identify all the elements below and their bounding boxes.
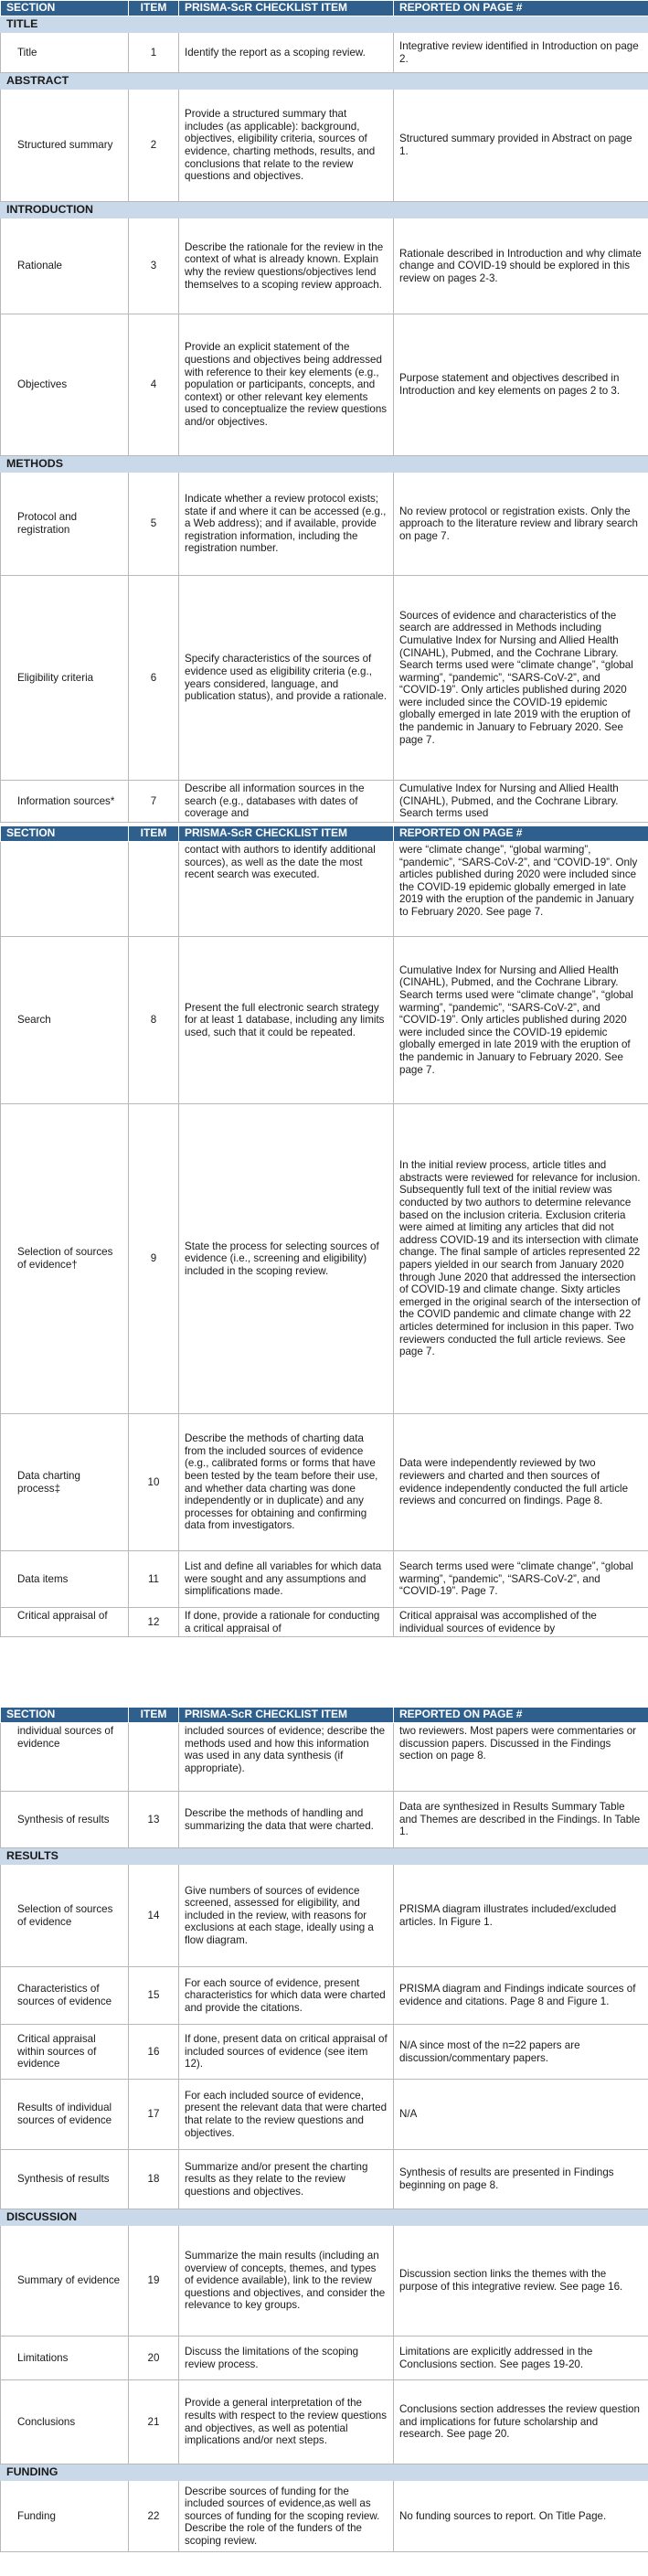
- row-item-number: 5: [129, 473, 179, 576]
- row-reported-on-page: Integrative review identified in Introduction on page 2.: [394, 33, 648, 73]
- row-checklist-item: For each included source of evidence, present the relevant data that were charted that relate to the review questions and objectives.: [179, 2080, 394, 2150]
- row-reported-on-page: Critical appraisal was accomplished of the individual sources of evidence by: [394, 1608, 648, 1637]
- header-checklist-item: PRISMA-ScR CHECKLIST ITEM: [179, 1708, 394, 1723]
- table-header: [1, 1708, 648, 1723]
- section-row-abstract: ABSTRACT: [1, 73, 648, 90]
- row-checklist-item: Describe the rationale for the review in the context of what is already known. Explain why the review questions/objectives lend themselves to a scoping review approach.: [179, 218, 394, 314]
- row-item-number: 1: [129, 33, 179, 73]
- row-section-name: Information sources*: [1, 781, 129, 823]
- header-section: SECTION: [1, 1708, 129, 1723]
- table-header: [1, 1, 648, 16]
- header-item: ITEM: [129, 826, 179, 842]
- row-checklist-item: Provide an explicit statement of the questions and objectives being addressed with reference to their key elements (e.g., population or participants, concepts, and context) or other relevant key elements used to conceptualize the review questions and/or objectives.: [179, 314, 394, 456]
- row-item-number: 18: [129, 2150, 179, 2209]
- row-reported-on-page: Structured summary provided in Abstract on page 1.: [394, 90, 648, 202]
- row-item-number: 6: [129, 576, 179, 781]
- row-section-name: Conclusions: [1, 2380, 129, 2464]
- table-row: [1, 2150, 648, 2209]
- table-row: [1, 2226, 648, 2336]
- row-reported-on-page: Discussion section links the themes with the purpose of this integrative review. See page 16.: [394, 2226, 648, 2336]
- row-item-number: [129, 1723, 179, 1792]
- row-section-name: Results of individual sources of evidence: [1, 2080, 129, 2150]
- table-row: [1, 1792, 648, 1848]
- section-row-discussion: DISCUSSION: [1, 2209, 648, 2226]
- row-reported-on-page: PRISMA diagram illustrates included/excluded articles. In Figure 1.: [394, 1865, 648, 1967]
- row-item-number: 10: [129, 1414, 179, 1551]
- checklist-page-1: [0, 0, 648, 823]
- row-section-name: Title: [1, 33, 129, 73]
- row-checklist-item: Describe the methods of charting data from the included sources of evidence (e.g., calibrated forms or forms that have been tested by the team before their use, and whether data charting was done independently or in duplicate) and any processes for obtaining and confirming data from investigators.: [179, 1414, 394, 1551]
- row-checklist-item: Specify characteristics of the sources of evidence used as eligibility criteria (e.g., years considered, language, and publication status), and provide a rationale.: [179, 576, 394, 781]
- checklist-table-3: [0, 1707, 648, 2552]
- row-checklist-item: Provide a general interpretation of the results with respect to the review questions and objectives, as well as potential implications and/or next steps.: [179, 2380, 394, 2464]
- row-item-number: 22: [129, 2481, 179, 2552]
- table-row: [1, 1723, 648, 1792]
- header-checklist-item: PRISMA-ScR CHECKLIST ITEM: [179, 826, 394, 842]
- row-reported-on-page: PRISMA diagram and Findings indicate sources of evidence and citations. Page 8 and Figure 1.: [394, 1967, 648, 2025]
- row-item-number: 7: [129, 781, 179, 823]
- row-checklist-item: contact with authors to identify additional sources), as well as the date the most recent search was executed.: [179, 842, 394, 937]
- row-reported-on-page: Cumulative Index for Nursing and Allied Health (CINAHL), Pubmed, and the Cochrane Library. Search terms used were “climate change”, “global warming”, “pandemic”, “SARS-CoV-2”, and “COVID-19”. Only articles published during 2020 were included since the COVID-19 epidemic globally emerged in late 2019 with the eruption of the pandemic in January to February 2020. See page 7.: [394, 937, 648, 1104]
- row-item-number: 21: [129, 2380, 179, 2464]
- table-row: [1, 1608, 648, 1637]
- table-row: [1, 314, 648, 456]
- checklist-page-2: [0, 825, 648, 1637]
- row-reported-on-page: No funding sources to report. On Title Page.: [394, 2481, 648, 2552]
- row-section-name: Search: [1, 937, 129, 1104]
- row-reported-on-page: Data are synthesized in Results Summary Table and Themes are described in the Findings. In Table 1.: [394, 1792, 648, 1848]
- row-reported-on-page: Sources of evidence and characteristics of the search are addressed in Methods including Cumulative Index for Nursing and Allied Health (CINAHL), Pubmed, and the Cochrane Library. Search terms used were “climate change”, “global warming”, “pandemic”, “SARS-CoV-2”, and “COVID-19”. Only articles published during 2020 were included since the COVID-19 epidemic globally emerged in late 2019 with the eruption of the pandemic in January to February 2020. See page 7.: [394, 576, 648, 781]
- header-reported-on-page: REPORTED ON PAGE #: [394, 1708, 648, 1723]
- row-section-name: Objectives: [1, 314, 129, 456]
- row-section-name: Selection of sources of evidence: [1, 1865, 129, 1967]
- row-item-number: 13: [129, 1792, 179, 1848]
- row-item-number: 15: [129, 1967, 179, 2025]
- section-row-introduction: INTRODUCTION: [1, 202, 648, 218]
- header-item: ITEM: [129, 1, 179, 16]
- row-checklist-item: Discuss the limitations of the scoping review process.: [179, 2336, 394, 2380]
- row-section-name: Critical appraisal within sources of evidence: [1, 2025, 129, 2080]
- row-reported-on-page: Search terms used were “climate change”, “global warming”, “pandemic”, “SARS-CoV-2”, and “COVID-19”. Page 7.: [394, 1551, 648, 1608]
- row-reported-on-page: Synthesis of results are presented in Findings beginning on page 8.: [394, 2150, 648, 2209]
- row-reported-on-page: Cumulative Index for Nursing and Allied Health (CINAHL), Pubmed, and the Cochrane Library. Search terms used: [394, 781, 648, 823]
- table-row: [1, 2481, 648, 2552]
- table-row: [1, 2080, 648, 2150]
- table-row: [1, 1967, 648, 2025]
- table-row: [1, 1865, 648, 1967]
- row-checklist-item: State the process for selecting sources of evidence (i.e., screening and eligibility) included in the scoping review.: [179, 1104, 394, 1414]
- row-item-number: 3: [129, 218, 179, 314]
- row-reported-on-page: No review protocol or registration exists. Only the approach to the literature review and library search on page 7.: [394, 473, 648, 576]
- row-item-number: 17: [129, 2080, 179, 2150]
- row-section-name: Summary of evidence: [1, 2226, 129, 2336]
- checklist-table-1: [0, 0, 648, 823]
- row-section-name: Protocol and registration: [1, 473, 129, 576]
- section-row-title: TITLE: [1, 16, 648, 33]
- checklist-page-3: [0, 1707, 648, 2552]
- header-section: SECTION: [1, 1, 129, 16]
- row-checklist-item: Describe sources of funding for the included sources of evidence,as well as sources of funding for the scoping review. Describe the role of the funders of the scoping review.: [179, 2481, 394, 2552]
- row-checklist-item: Summarize and/or present the charting results as they relate to the review questions and objectives.: [179, 2150, 394, 2209]
- header-item: ITEM: [129, 1708, 179, 1723]
- row-checklist-item: Present the full electronic search strategy for at least 1 database, including any limits used, such that it could be repeated.: [179, 937, 394, 1104]
- table-row: [1, 90, 648, 202]
- row-checklist-item: Identify the report as a scoping review.: [179, 33, 394, 73]
- row-item-number: 16: [129, 2025, 179, 2080]
- row-item-number: 4: [129, 314, 179, 456]
- row-reported-on-page: two reviewers. Most papers were commentaries or discussion papers. Discussed in the Findings section on page 8.: [394, 1723, 648, 1792]
- row-item-number: 9: [129, 1104, 179, 1414]
- row-item-number: 19: [129, 2226, 179, 2336]
- row-item-number: 2: [129, 90, 179, 202]
- row-checklist-item: Summarize the main results (including an overview of concepts, themes, and types of evidence available), link to the review questions and objectives, and consider the relevance to key groups.: [179, 2226, 394, 2336]
- table-row: [1, 1104, 648, 1414]
- row-checklist-item: If done, provide a rationale for conducting a critical appraisal of: [179, 1608, 394, 1637]
- section-row-results: RESULTS: [1, 1848, 648, 1865]
- row-reported-on-page: Conclusions section addresses the review question and implications for future scholarship and research. See page 20.: [394, 2380, 648, 2464]
- row-reported-on-page: Rationale described in Introduction and why climate change and COVID-19 should be explored in this review on pages 2-3.: [394, 218, 648, 314]
- row-section-name: individual sources of evidence: [1, 1723, 129, 1792]
- row-reported-on-page: were “climate change”, “global warming”, “pandemic”, “SARS-CoV-2”, and “COVID-19”. Only articles published during 2020 were included since the COVID-19 epidemic globally emerged in late 2019 with the eruption of the pandemic in January to February 2020. See page 7.: [394, 842, 648, 937]
- row-section-name: Selection of sources of evidence†: [1, 1104, 129, 1414]
- row-section-name: Data charting process‡: [1, 1414, 129, 1551]
- row-section-name: Limitations: [1, 2336, 129, 2380]
- table-row: [1, 2025, 648, 2080]
- row-item-number: 11: [129, 1551, 179, 1608]
- section-row-methods: METHODS: [1, 456, 648, 473]
- row-reported-on-page: Data were independently reviewed by two reviewers and charted and then sources of evidence independently conducted the full article reviews and concurred on findings. Page 8.: [394, 1414, 648, 1551]
- row-reported-on-page: Purpose statement and objectives described in Introduction and key elements on pages 2 to 3.: [394, 314, 648, 456]
- row-item-number: [129, 842, 179, 937]
- row-checklist-item: included sources of evidence; describe the methods used and how this information was used in any data synthesis (if appropriate).: [179, 1723, 394, 1792]
- row-item-number: 20: [129, 2336, 179, 2380]
- row-reported-on-page: Limitations are explicitly addressed in the Conclusions section. See pages 19-20.: [394, 2336, 648, 2380]
- row-reported-on-page: In the initial review process, article titles and abstracts were reviewed for relevance for inclusion. Subsequently full text of the initial review was conducted by two authors to determine relevance based on the inclusion criteria. Exclusion criteria were aimed at limiting any articles that did not address COVID-19 and its intersection with climate change. The final sample of articles represented 22 papers yielded in our search from January 2020 through June 2020 that addressed the intersection of COVID-19 and climate change. Sixty articles emerged in the original search of the intersection of the COVID pandemic and climate change with 22 articles determined for inclusion in this paper. Two reviewers conducted the full article reviews. See page 7.: [394, 1104, 648, 1414]
- table-row: [1, 781, 648, 823]
- row-reported-on-page: N/A: [394, 2080, 648, 2150]
- table-row: [1, 2380, 648, 2464]
- row-section-name: [1, 842, 129, 937]
- row-item-number: 8: [129, 937, 179, 1104]
- row-section-name: Funding: [1, 2481, 129, 2552]
- header-reported-on-page: REPORTED ON PAGE #: [394, 1, 648, 16]
- table-row: [1, 218, 648, 314]
- row-section-name: Structured summary: [1, 90, 129, 202]
- row-checklist-item: Provide a structured summary that includes (as applicable): background, objectives, eligibility criteria, sources of evidence, charting methods, results, and conclusions that relate to the review questions and objectives.: [179, 90, 394, 202]
- table-row: [1, 2336, 648, 2380]
- table-row: [1, 1551, 648, 1608]
- row-checklist-item: For each source of evidence, present characteristics for which data were charted and provide the citations.: [179, 1967, 394, 2025]
- row-section-name: Synthesis of results: [1, 1792, 129, 1848]
- table-row: [1, 576, 648, 781]
- table-row: [1, 1414, 648, 1551]
- row-checklist-item: Indicate whether a review protocol exists; state if and where it can be accessed (e.g., a Web address); and if available, provide registration information, including the registration number.: [179, 473, 394, 576]
- table-header: [1, 826, 648, 842]
- row-checklist-item: Give numbers of sources of evidence screened, assessed for eligibility, and included in the review, with reasons for exclusions at each stage, ideally using a flow diagram.: [179, 1865, 394, 1967]
- header-reported-on-page: REPORTED ON PAGE #: [394, 826, 648, 842]
- table-row: [1, 842, 648, 937]
- section-row-funding: FUNDING: [1, 2464, 648, 2481]
- row-checklist-item: Describe all information sources in the search (e.g., databases with dates of coverage and: [179, 781, 394, 823]
- row-section-name: Critical appraisal of: [1, 1608, 129, 1637]
- header-checklist-item: PRISMA-ScR CHECKLIST ITEM: [179, 1, 394, 16]
- row-section-name: Rationale: [1, 218, 129, 314]
- checklist-table-2: [0, 825, 648, 1637]
- row-item-number: 14: [129, 1865, 179, 1967]
- table-row: [1, 473, 648, 576]
- row-checklist-item: List and define all variables for which data were sought and any assumptions and simplifications made.: [179, 1551, 394, 1608]
- header-section: SECTION: [1, 826, 129, 842]
- row-section-name: Characteristics of sources of evidence: [1, 1967, 129, 2025]
- row-checklist-item: If done, present data on critical appraisal of included sources of evidence (see item 12).: [179, 2025, 394, 2080]
- row-checklist-item: Describe the methods of handling and summarizing the data that were charted.: [179, 1792, 394, 1848]
- row-section-name: Synthesis of results: [1, 2150, 129, 2209]
- row-reported-on-page: N/A since most of the n=22 papers are discussion/commentary papers.: [394, 2025, 648, 2080]
- row-section-name: Eligibility criteria: [1, 576, 129, 781]
- table-row: [1, 937, 648, 1104]
- table-row: [1, 33, 648, 73]
- row-section-name: Data items: [1, 1551, 129, 1608]
- row-item-number: 12: [129, 1608, 179, 1637]
